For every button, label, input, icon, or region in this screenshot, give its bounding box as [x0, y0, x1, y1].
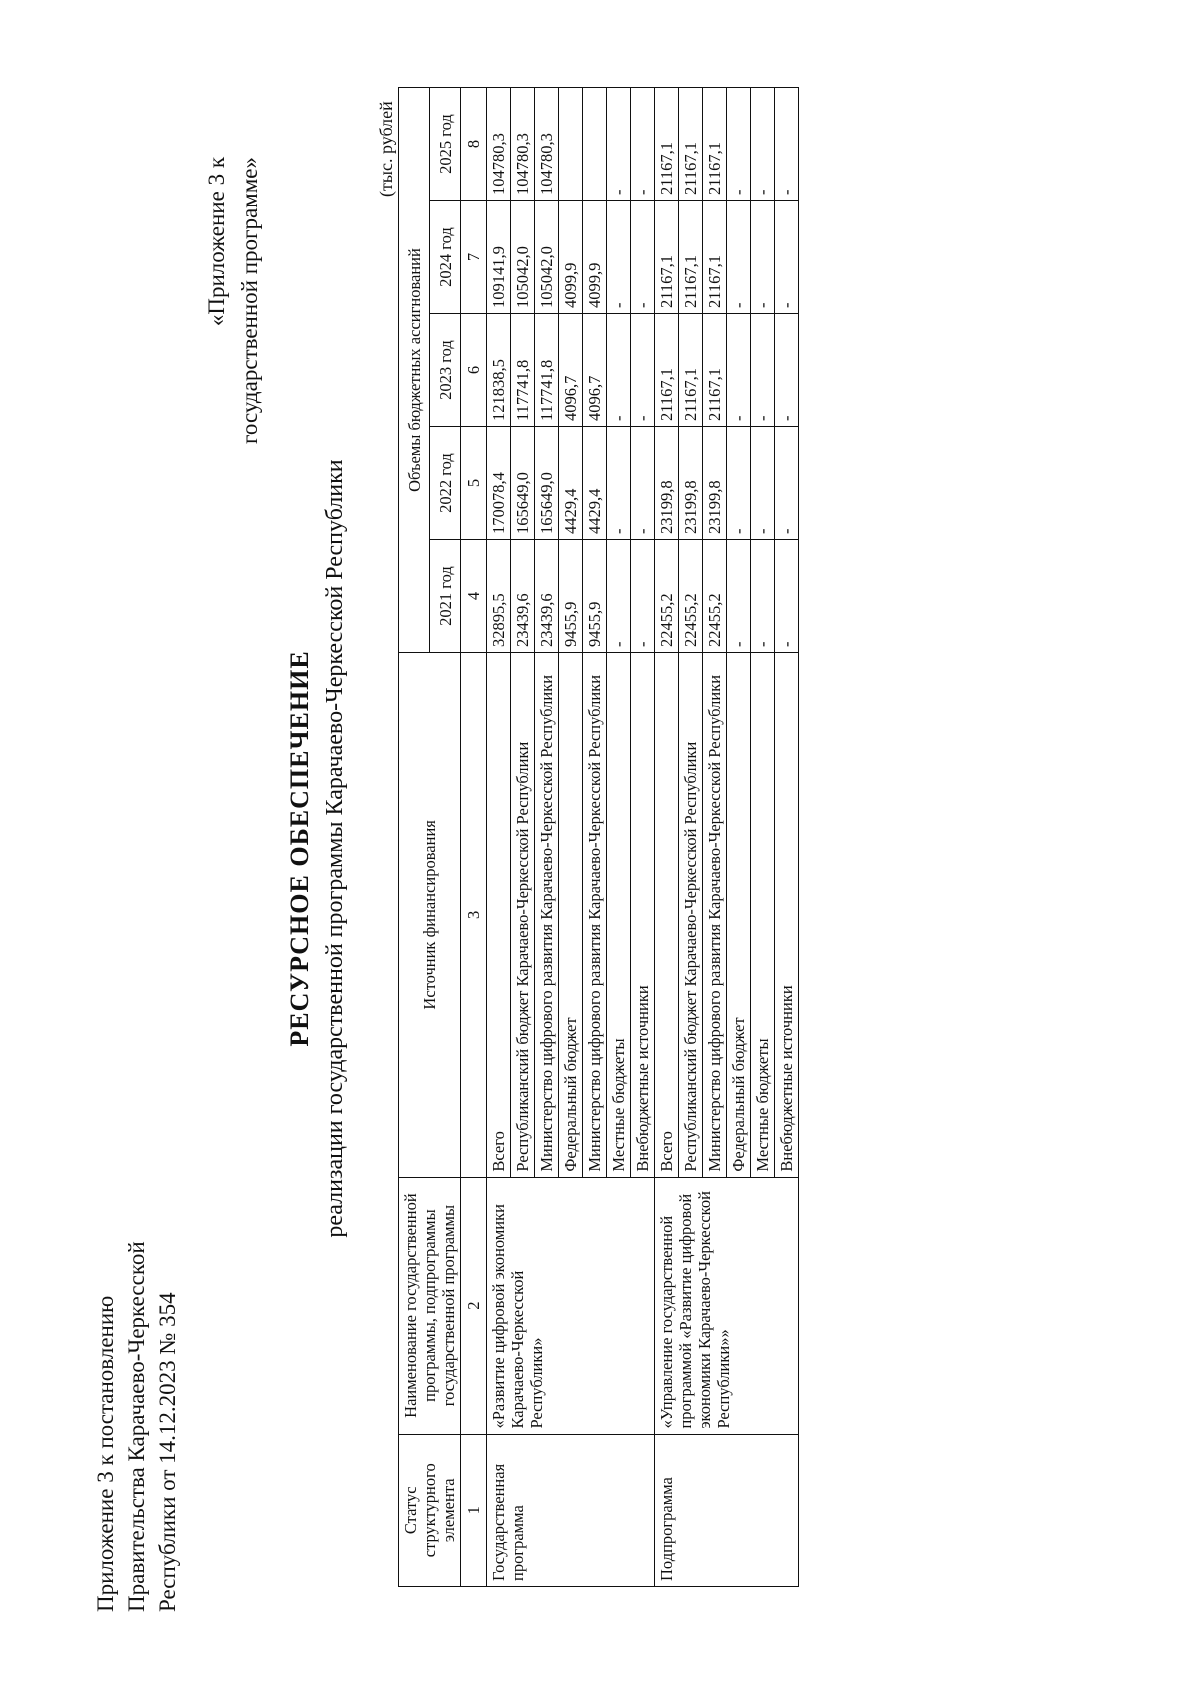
header-year: 2021 год: [430, 540, 461, 653]
cell-amount: -: [751, 540, 775, 653]
resolution-reference-line: Правительства Карачаево-Черкесской: [124, 1241, 149, 1612]
document-subtitle: реализации государственной программы Карачаево-Черкесской Республики: [322, 459, 348, 1238]
resolution-reference-line: Приложение 3 к постановлению: [93, 1295, 118, 1612]
cell-amount: 117741,8: [535, 314, 559, 427]
cell-amount: -: [727, 88, 751, 201]
cell-amount: -: [631, 427, 655, 540]
cell-amount: -: [727, 201, 751, 314]
resolution-reference-line: Республики от 14.12.2023 № 354: [155, 1292, 180, 1612]
cell-amount: 21167,1: [655, 314, 679, 427]
cell-amount: [559, 88, 583, 201]
cell-amount: 22455,2: [679, 540, 703, 653]
cell-amount: 4096,7: [559, 314, 583, 427]
cell-amount: 4429,4: [559, 427, 583, 540]
cell-amount: -: [631, 314, 655, 427]
resource-table: [398, 87, 799, 1587]
appendix-reference-line: государственной программе»: [237, 157, 262, 444]
cell-program-name: «Развитие цифровой экономики Карачаево-Черкесской Республики»: [487, 1177, 655, 1434]
units-note: (тыс. рублей: [376, 101, 396, 197]
cell-amount: -: [775, 314, 799, 427]
cell-amount: -: [727, 314, 751, 427]
cell-funding-source: Республиканский бюджет Карачаево-Черкесской Республики: [511, 653, 535, 1178]
cell-funding-source: Федеральный бюджет: [727, 653, 751, 1178]
cell-amount: 4099,9: [583, 201, 607, 314]
table-row: [655, 88, 679, 1587]
resolution-reference: [90, 1241, 183, 1612]
cell-amount: -: [607, 201, 631, 314]
cell-funding-source: Федеральный бюджет: [559, 653, 583, 1178]
cell-funding-source: Местные бюджеты: [751, 653, 775, 1178]
cell-amount: 104780,3: [511, 88, 535, 201]
cell-amount: 23199,8: [679, 427, 703, 540]
cell-amount: -: [631, 540, 655, 653]
cell-funding-source: Министерство цифрового развития Карачаево-Черкесской Республики: [535, 653, 559, 1178]
cell-amount: -: [751, 314, 775, 427]
header-year: 2022 год: [430, 427, 461, 540]
cell-funding-source: Министерство цифрового развития Карачаево-Черкесской Республики: [703, 653, 727, 1178]
column-number-row: [461, 88, 487, 1587]
cell-funding-source: Республиканский бюджет Карачаево-Черкесской Республики: [679, 653, 703, 1178]
cell-funding-source: Внебюджетные источники: [631, 653, 655, 1178]
header-status: Статус структурного элемента: [399, 1434, 461, 1586]
cell-amount: 9455,9: [583, 540, 607, 653]
cell-amount: 21167,1: [679, 314, 703, 427]
cell-status: Подпрограмма: [655, 1434, 799, 1586]
cell-amount: 23199,8: [655, 427, 679, 540]
cell-amount: -: [607, 88, 631, 201]
column-number: 2: [461, 1177, 487, 1434]
header-year: 2023 год: [430, 314, 461, 427]
cell-amount: 104780,3: [487, 88, 511, 201]
column-number: 6: [461, 314, 487, 427]
cell-amount: -: [727, 540, 751, 653]
cell-amount: -: [631, 88, 655, 201]
cell-amount: 121838,5: [487, 314, 511, 427]
cell-amount: -: [607, 540, 631, 653]
column-number: 7: [461, 201, 487, 314]
table-header-row: [399, 88, 430, 1587]
cell-amount: 4096,7: [583, 314, 607, 427]
cell-amount: 21167,1: [703, 314, 727, 427]
cell-amount: -: [607, 427, 631, 540]
document-title: РЕСУРСНОЕ ОБЕСПЕЧЕНИЕ: [285, 650, 314, 1047]
column-number: 5: [461, 427, 487, 540]
cell-amount: -: [751, 427, 775, 540]
cell-funding-source: Внебюджетные источники: [775, 653, 799, 1178]
cell-amount: 117741,8: [511, 314, 535, 427]
header-volumes: Объемы бюджетных ассигнований: [399, 88, 430, 653]
cell-amount: 21167,1: [679, 201, 703, 314]
header-source: Источник финансирования: [399, 653, 461, 1178]
header-name: Наименование государственной программы, подпрограммы государственной программы: [399, 1177, 461, 1434]
cell-amount: 21167,1: [679, 88, 703, 201]
header-year: 2025 год: [430, 88, 461, 201]
cell-amount: 105042,0: [511, 201, 535, 314]
cell-status: Государственная программа: [487, 1434, 655, 1586]
column-number: 4: [461, 540, 487, 653]
appendix-reference-line: «Приложение 3 к: [204, 157, 229, 327]
cell-amount: 165649,0: [535, 427, 559, 540]
cell-amount: 21167,1: [703, 201, 727, 314]
cell-amount: 105042,0: [535, 201, 559, 314]
cell-amount: -: [751, 88, 775, 201]
cell-amount: 32895,5: [487, 540, 511, 653]
cell-funding-source: Министерство цифрового развития Карачаево-Черкесской Республики: [583, 653, 607, 1178]
table-row: [487, 88, 511, 1587]
column-number: 8: [461, 88, 487, 201]
cell-amount: 22455,2: [655, 540, 679, 653]
cell-amount: 170078,4: [487, 427, 511, 540]
cell-amount: [583, 88, 607, 201]
cell-amount: -: [775, 88, 799, 201]
cell-amount: -: [607, 314, 631, 427]
cell-amount: -: [775, 201, 799, 314]
cell-amount: -: [727, 427, 751, 540]
cell-amount: 104780,3: [535, 88, 559, 201]
table-body: [461, 88, 799, 1587]
cell-amount: 21167,1: [655, 201, 679, 314]
appendix-reference: [200, 157, 266, 507]
cell-amount: 22455,2: [703, 540, 727, 653]
cell-amount: 23439,6: [535, 540, 559, 653]
cell-amount: -: [631, 201, 655, 314]
cell-amount: 4429,4: [583, 427, 607, 540]
cell-amount: 21167,1: [703, 88, 727, 201]
cell-program-name: «Управление государственной программой «Развитие цифровой экономики Карачаево-Черкесской Республики»»: [655, 1177, 799, 1434]
column-number: 3: [461, 653, 487, 1178]
cell-amount: 9455,9: [559, 540, 583, 653]
cell-amount: 165649,0: [511, 427, 535, 540]
header-year: 2024 год: [430, 201, 461, 314]
cell-amount: -: [775, 427, 799, 540]
cell-amount: -: [775, 540, 799, 653]
cell-funding-source: Всего: [487, 653, 511, 1178]
cell-amount: 23439,6: [511, 540, 535, 653]
cell-funding-source: Местные бюджеты: [607, 653, 631, 1178]
column-number: 1: [461, 1434, 487, 1586]
cell-amount: 4099,9: [559, 201, 583, 314]
cell-amount: 23199,8: [703, 427, 727, 540]
cell-amount: 109141,9: [487, 201, 511, 314]
cell-funding-source: Всего: [655, 653, 679, 1178]
cell-amount: 21167,1: [655, 88, 679, 201]
cell-amount: -: [751, 201, 775, 314]
